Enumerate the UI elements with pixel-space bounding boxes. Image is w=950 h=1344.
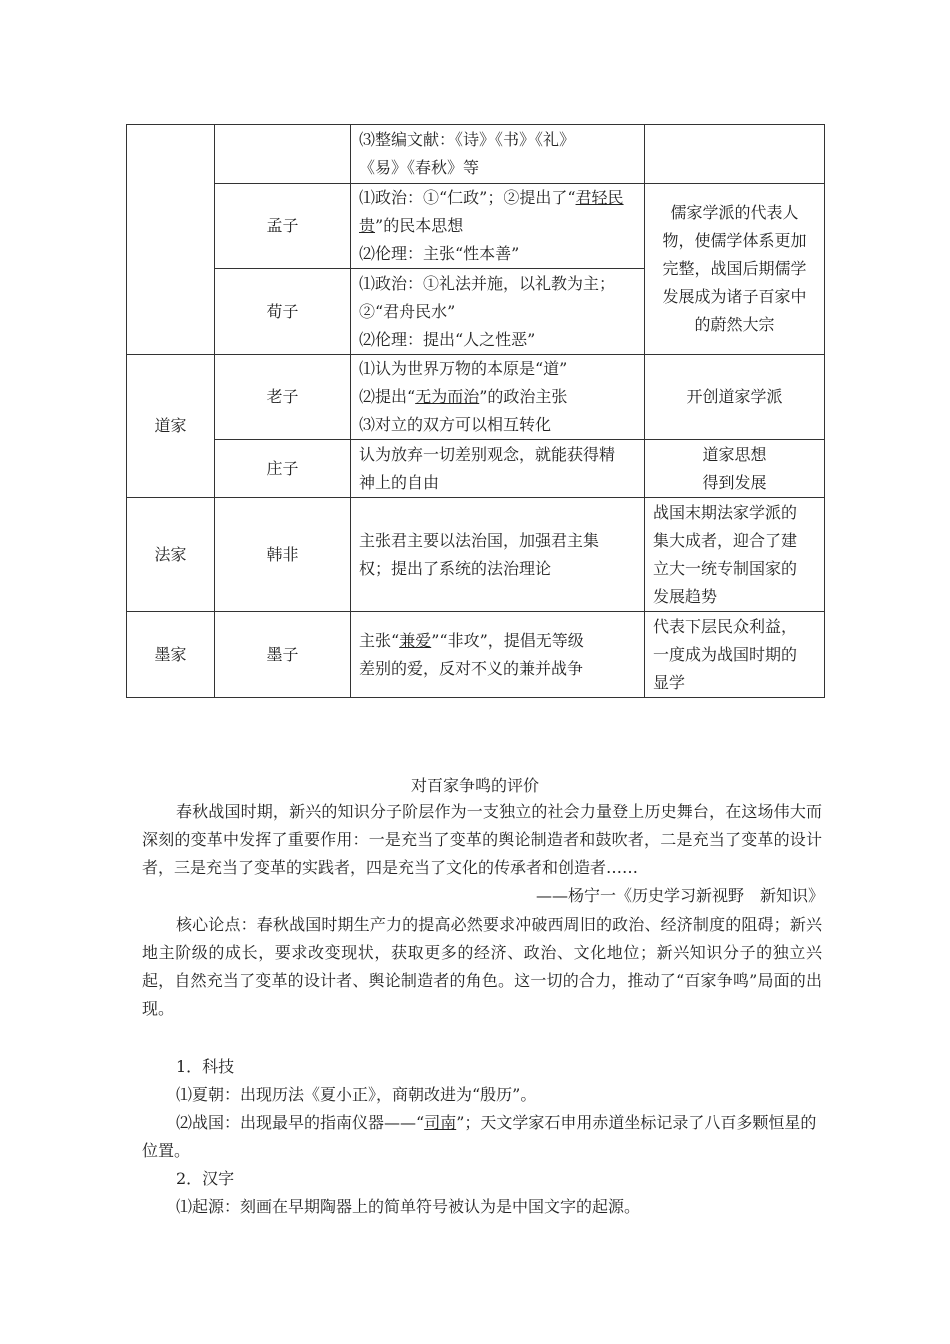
core-argument-paragraph: 核心论点：春秋战国时期生产力的提高必然要求冲破西周旧的政治、经济制度的阻碍；新兴地主阶级的成长，要求改变现状，获取更多的经济、政治、文化地位；新兴知识分子的独立兴起，自然充当了变革的设计者、舆论制造者的角色。这一切的合力，推动了“百家争鸣”局面的出现。: [142, 915, 822, 1018]
schools-table: [126, 124, 825, 698]
underlined-term: 兼爱: [399, 630, 432, 650]
desc-cell: ⑴认为世界万物的本原是“道” ⑵提出“无为而治”的政治主张 ⑶对立的双方可以相互转化: [351, 355, 645, 440]
desc-cell: ⑶整编文献：《诗》《书》《礼》 《易》《春秋》等: [351, 125, 645, 184]
school-cell: 法家: [127, 498, 215, 612]
significance-cell: 代表下层民众利益， 一度成为战国时期的 显学: [645, 612, 825, 698]
desc-cell: 主张君主要以法治国，加强君主集 权；提出了系统的法治理论: [351, 498, 645, 612]
list-item: ⑴起源：刻画在早期陶器上的简单符号被认为是中国文字的起源。: [176, 1197, 641, 1216]
quote-source: ——杨宁一《历史学习新视野 新知识》: [535, 886, 824, 905]
essay-title: 对百家争鸣的评价: [410, 776, 539, 795]
person-cell: 荀子: [215, 269, 351, 355]
significance-cell: [645, 125, 825, 184]
school-cell: [127, 125, 215, 355]
list-item: ⑵战国：出现最早的指南仪器——“司南”；天文学家石申用赤道坐标记录了八百多颗恒星的位置。: [142, 1113, 817, 1160]
significance-cell: 儒家学派的代表人 物，使儒学体系更加 完整，战国后期儒学 发展成为诸子百家中 的蔚然大宗: [645, 184, 825, 355]
knowledge-list: [142, 1053, 822, 1221]
table-row: [127, 498, 825, 612]
desc-cell: 认为放弃一切差别观念，就能获得精 神上的自由: [351, 440, 645, 498]
desc-cell: ⑴政治：①礼法并施，以礼教为主； ②“君舟民水” ⑵伦理：提出“人之性恶”: [351, 269, 645, 355]
list-item: ⑴夏朝：出现历法《夏小正》，商朝改进为“殷历”。: [176, 1085, 537, 1104]
underlined-term: 无为而治: [415, 387, 480, 406]
underlined-term: 君轻民贵: [359, 188, 624, 235]
essay-paragraph: 春秋战国时期，新兴的知识分子阶层作为一支独立的社会力量登上历史舞台，在这场伟大而深刻的变革中发挥了重要作用：一是充当了变革的舆论制造者和鼓吹者，二是充当了变革的设计者，三是充当了变革的实践者，四是充当了文化的传承者和创造者……: [142, 802, 822, 877]
table-row: [127, 355, 825, 440]
desc-cell: 主张“兼爱”“非攻”，提倡无等级 差别的爱，反对不义的兼并战争: [351, 612, 645, 698]
person-cell: 韩非: [215, 498, 351, 612]
significance-cell: 道家思想 得到发展: [645, 440, 825, 498]
table-row: [127, 612, 825, 698]
person-cell: 墨子: [215, 612, 351, 698]
person-cell: 庄子: [215, 440, 351, 498]
section-heading: 2．汉字: [176, 1169, 235, 1188]
table-row: [127, 440, 825, 498]
person-cell: 孟子: [215, 184, 351, 269]
underlined-term: 司南: [424, 1113, 457, 1132]
significance-cell: 开创道家学派: [645, 355, 825, 440]
school-cell: 道家: [127, 355, 215, 498]
table-row: [127, 125, 825, 184]
school-cell: 墨家: [127, 612, 215, 698]
person-cell: 老子: [215, 355, 351, 440]
table-row: [127, 184, 825, 269]
desc-cell: ⑴政治：①“仁政”；②提出了“君轻民贵”的民本思想 ⑵伦理：主张“性本善”: [351, 184, 645, 269]
person-cell: [215, 125, 351, 184]
significance-cell: 战国末期法家学派的 集大成者，迎合了建 立大一统专制国家的 发展趋势: [645, 498, 825, 612]
section-heading: 1．科技: [176, 1057, 235, 1076]
